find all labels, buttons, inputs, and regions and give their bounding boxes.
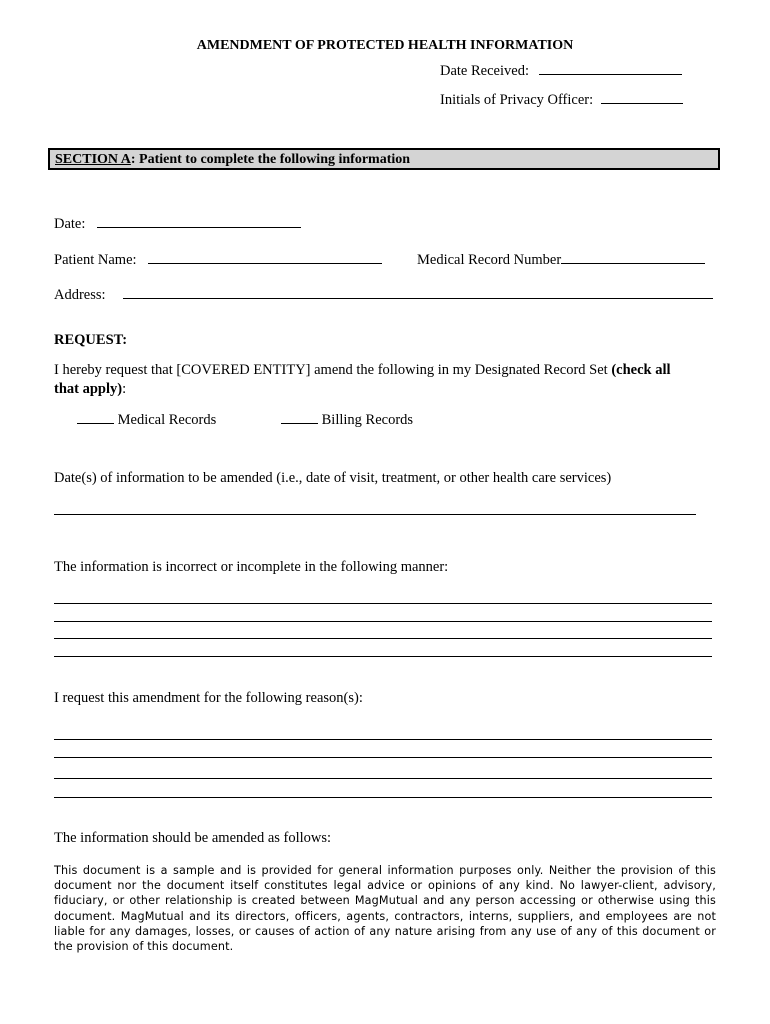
- date-row: [54, 214, 301, 233]
- initials-label: Initials of Privacy Officer:: [440, 92, 594, 108]
- reasons-prompt: I request this amendment for the following reason(s):: [54, 690, 363, 706]
- incorrect-prompt: The information is incorrect or incomplete in the following manner:: [54, 559, 449, 575]
- incorrect-answer-line-4[interactable]: [54, 656, 712, 657]
- disclaimer-text: This document is a sample and is provided for general information purposes only. Neither the provision of this document nor the document itself constitutes legal advice or opinions of any kind. No lawyer-client, advisory, fiduciary, or other relationship is created between MagMutual and any person accessing or otherwise using this document. MagMutual and its directors, officers, agents, contractors, interns, suppliers, and employees are not liable for any damages, losses, or causes of action of any nature arising from any use of any of this document or the provision of this document.: [54, 864, 716, 954]
- section-a-header: [48, 148, 720, 170]
- incorrect-answer-line-1[interactable]: [54, 603, 712, 604]
- date-received-row: [440, 61, 682, 80]
- amended-prompt: The information should be amended as follows:: [54, 830, 332, 846]
- initials-field[interactable]: [601, 90, 683, 104]
- request-heading: REQUEST:: [54, 332, 128, 348]
- section-a-title: [55, 152, 410, 168]
- form-title: AMENDMENT OF PROTECTED HEALTH INFORMATION: [196, 38, 574, 53]
- patient-name-label: Patient Name:: [54, 252, 137, 268]
- billing-records-option: [281, 410, 413, 429]
- date-field[interactable]: [97, 214, 301, 228]
- initials-row: [440, 90, 683, 109]
- mrn-row: [417, 250, 705, 269]
- mrn-label: Medical Record Number: [417, 252, 562, 268]
- medical-records-check[interactable]: [77, 410, 114, 424]
- medical-records-label: Medical Records: [117, 412, 217, 428]
- section-a-label: SECTION A: [55, 152, 131, 167]
- address-label: Address:: [54, 287, 106, 303]
- medical-records-option: [77, 410, 216, 429]
- request-text-line1: [54, 362, 671, 379]
- incorrect-answer-line-3[interactable]: [54, 638, 712, 639]
- date-received-field[interactable]: [539, 61, 682, 75]
- mrn-field[interactable]: [561, 250, 705, 264]
- request-text: I hereby request that [COVERED ENTITY] amend the following in my Designated Record Set: [54, 362, 612, 378]
- check-all-text: (check all: [611, 362, 671, 378]
- address-row: [54, 285, 713, 304]
- that-apply-text: that apply): [54, 381, 123, 397]
- billing-records-label: Billing Records: [321, 412, 414, 428]
- address-field[interactable]: [123, 285, 713, 299]
- colon: :: [122, 381, 127, 397]
- reasons-answer-line-4[interactable]: [54, 797, 712, 798]
- billing-records-check[interactable]: [281, 410, 318, 424]
- reasons-answer-line-1[interactable]: [54, 739, 712, 740]
- date-received-label: Date Received:: [440, 63, 529, 79]
- date-label: Date:: [54, 216, 86, 232]
- incorrect-answer-line-2[interactable]: [54, 621, 712, 622]
- dates-prompt: Date(s) of information to be amended (i.e., date of visit, treatment, or other health care services): [54, 470, 612, 486]
- patient-name-row: [54, 250, 382, 269]
- reasons-answer-line-3[interactable]: [54, 778, 712, 779]
- reasons-answer-line-2[interactable]: [54, 757, 712, 758]
- patient-name-field[interactable]: [148, 250, 382, 264]
- request-text-line2: [54, 381, 126, 398]
- dates-answer-line[interactable]: [54, 514, 696, 515]
- section-a-text: : Patient to complete the following information: [130, 152, 411, 167]
